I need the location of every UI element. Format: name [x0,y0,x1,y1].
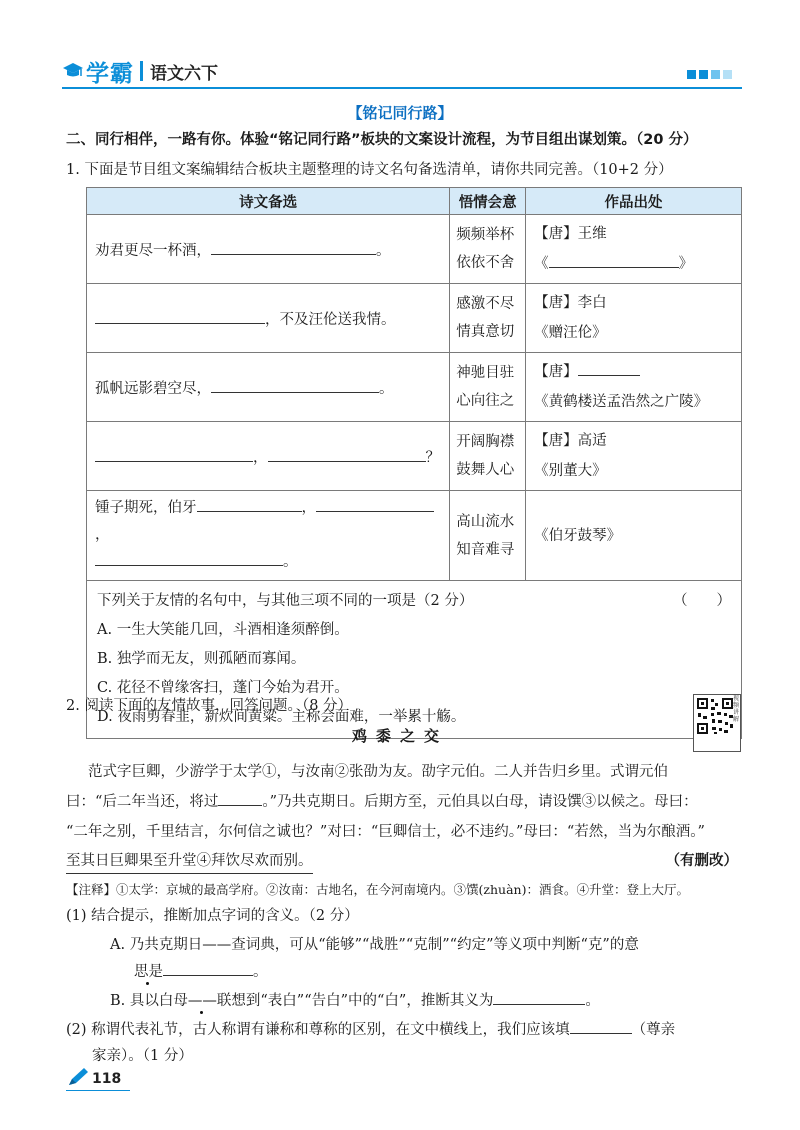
sub-question-1b-end: 。 [585,993,600,1009]
source-cell [526,215,742,284]
qr-label: 视频讲解 [733,695,740,723]
story-source-note: （有删改） [665,852,738,869]
answer-blank[interactable] [316,497,434,512]
story-title: 鸡黍之交 [351,727,448,745]
meaning-text: 情真意切 [456,324,515,340]
poem-text: ， [301,500,316,516]
meaning-text: 知音难寻 [456,541,515,558]
source-text: 【唐】 [534,364,578,380]
answer-blank[interactable] [211,378,379,393]
header-square-1 [687,70,696,79]
answer-blank[interactable] [95,309,265,324]
meaning-cell [450,422,526,491]
source-text: 《 [534,256,549,272]
table-header: 诗文备选 [87,188,450,215]
header-rule [62,87,742,89]
poem-table [86,187,742,739]
table-header: 作品出处 [526,188,742,215]
meaning-text: 鼓舞人心 [456,462,515,478]
annotation: 【注释】①太学：京城的最高学府。②汝南：古地名，在今河南境内。③馔(zhuàn)：酒食。④升堂：登上大厅。 [66,882,689,897]
header-square-3 [711,70,720,79]
choice-stem: 下列关于友情的名句中，与其他三项不同的一项是（2 分） [97,593,474,609]
choice-option-d[interactable]: D. 夜雨剪春韭，新炊间黄粱。主称会面难，一举累十觞。 [97,709,466,725]
page-number: 118 [92,1071,122,1087]
table-row [87,353,742,422]
logo-divider [140,61,143,81]
poem-text: 。 [379,380,394,397]
source-text: 《黄鹤楼送孟浩然之广陵》 [534,394,709,410]
pencil-icon [66,1066,90,1088]
source-text: 【唐】王维 [534,226,607,242]
answer-blank[interactable] [570,1019,632,1034]
poem-text: 。 [283,554,298,570]
choice-option-b[interactable]: B. 独学而无友，则孤陋而寡闻。 [97,651,306,667]
story-line: 范式字巨卿，少游学于太学①，与汝南②张劭为友。劭字元伯。二人并告归乡里。式谓元伯 [88,764,668,780]
answer-blank[interactable] [268,447,426,462]
table-row [87,491,742,581]
poem-text: 孤帆远影碧空尽， [95,380,211,397]
sub-question-1a-end: 。 [253,964,268,980]
meaning-text: 感激不尽 [456,296,515,312]
table-header: 悟情会意 [450,188,526,215]
table-row [87,284,742,353]
source-cell [526,491,742,581]
sub-question-1b: B. 具以白母——联想到“表白”“告白”中的“白”，推断其义为 [110,993,494,1009]
question-1: 1. 下面是节目组文案编辑结合板块主题整理的诗文名句备选清单，请你共同完善。（10+2 分） [66,162,673,178]
answer-blank[interactable] [163,961,253,976]
poem-text: 锺子期死，伯牙 [95,500,197,516]
subject-title: 语文六下 [150,63,218,84]
story-line-underlined: 至其日巨卿果至升堂④拜饮尽欢而别。 [66,849,313,874]
poem-text: ？ [425,449,440,466]
answer-blank[interactable] [578,361,640,376]
answer-blank[interactable] [95,551,283,566]
sub-question-1a: A. 乃共克期日——查词典，可从“能够”“战胜”“克制”“约定”等义项中判断“克”的意 [110,937,639,953]
page-header [62,56,742,90]
poem-text: ， [253,449,268,466]
poem-text: 劝君更尽一杯酒， [95,242,211,259]
meaning-cell [450,215,526,284]
meaning-cell [450,284,526,353]
source-cell [526,353,742,422]
question-2: 2. 阅读下面的友情故事，回答问题。（8 分） [66,698,353,714]
emphasis-dot [146,982,149,985]
emphasis-dot [200,1011,203,1014]
meaning-text: 依依不舍 [456,255,515,271]
answer-blank[interactable] [197,497,302,512]
meaning-text: 频频举杯 [456,227,515,243]
poem-cell [87,353,450,422]
meaning-cell [450,353,526,422]
sub-question-1: (1) 结合提示，推断加点字词的含义。（2 分） [66,908,359,924]
meaning-text: 神驰目驻 [456,365,515,381]
header-square-4 [723,70,732,79]
poem-cell [87,284,450,353]
sub-question-2-hint: （尊亲 [631,1022,676,1038]
logo [62,56,218,86]
poem-text: ， [95,527,110,543]
meaning-cell [450,491,526,581]
meaning-text: 心向往之 [456,393,515,409]
choice-option-a[interactable]: A. 一生大笑能几回，斗酒相逢须醉倒。 [97,622,349,638]
question-main: 二、同行相伴，一路有你。体验“铭记同行路”板块的文案设计流程，为节目组出谋划策。（20 分） [66,132,698,148]
source-text: 【唐】高适 [534,433,607,449]
source-text: 《伯牙鼓琴》 [534,527,622,544]
sub-question-2-cont: 家亲）。（1 分） [92,1048,193,1064]
footer-rule [66,1090,130,1091]
source-cell [526,284,742,353]
logo-text: 学霸 [86,60,134,87]
answer-blank[interactable] [211,240,376,255]
answer-blank[interactable] [218,791,262,806]
header-square-2 [699,70,708,79]
answer-blank[interactable] [549,253,679,268]
answer-paren[interactable]: （ ） [673,593,731,609]
answer-blank[interactable] [95,447,253,462]
sub-question-1a-cont: 思是 [134,964,163,980]
section-title: 【铭记同行路】 [347,104,453,122]
meaning-text: 开阔胸襟 [456,434,515,450]
source-cell [526,422,742,491]
table-row [87,215,742,284]
poem-cell [87,215,450,284]
choice-option-c[interactable]: C. 花径不曾缘客扫，蓬门今始为君开。 [97,680,349,696]
sub-question-2: (2) 称谓代表礼节，古人称谓有谦称和尊称的区别，在文中横线上，我们应该填 [66,1022,570,1038]
meaning-text: 高山流水 [456,513,515,530]
source-text: 《赠汪伦》 [534,325,607,341]
poem-text: 。 [376,242,391,259]
answer-blank[interactable] [493,990,585,1005]
story-line: “二年之别，千里结言，尔何信之诚也？”对曰：“巨卿信士，必不违约。”母曰：“若然，当为尔酿酒。” [66,824,705,840]
poem-cell [87,422,450,491]
story-line: 曰：“后二年当还，将过 [66,794,219,810]
table-row [87,422,742,491]
poem-text: ，不及汪伦送我情。 [265,311,396,328]
graduation-cap-icon [62,61,84,81]
table-header-row [87,188,742,215]
story-line: 。”乃共克期日。后期方至，元伯具以白母，请设馔③以候之。母曰： [262,794,698,810]
source-text: 》 [678,256,694,272]
source-text: 【唐】李白 [534,295,607,311]
poem-cell [87,491,450,581]
source-text: 《别董大》 [534,463,607,479]
